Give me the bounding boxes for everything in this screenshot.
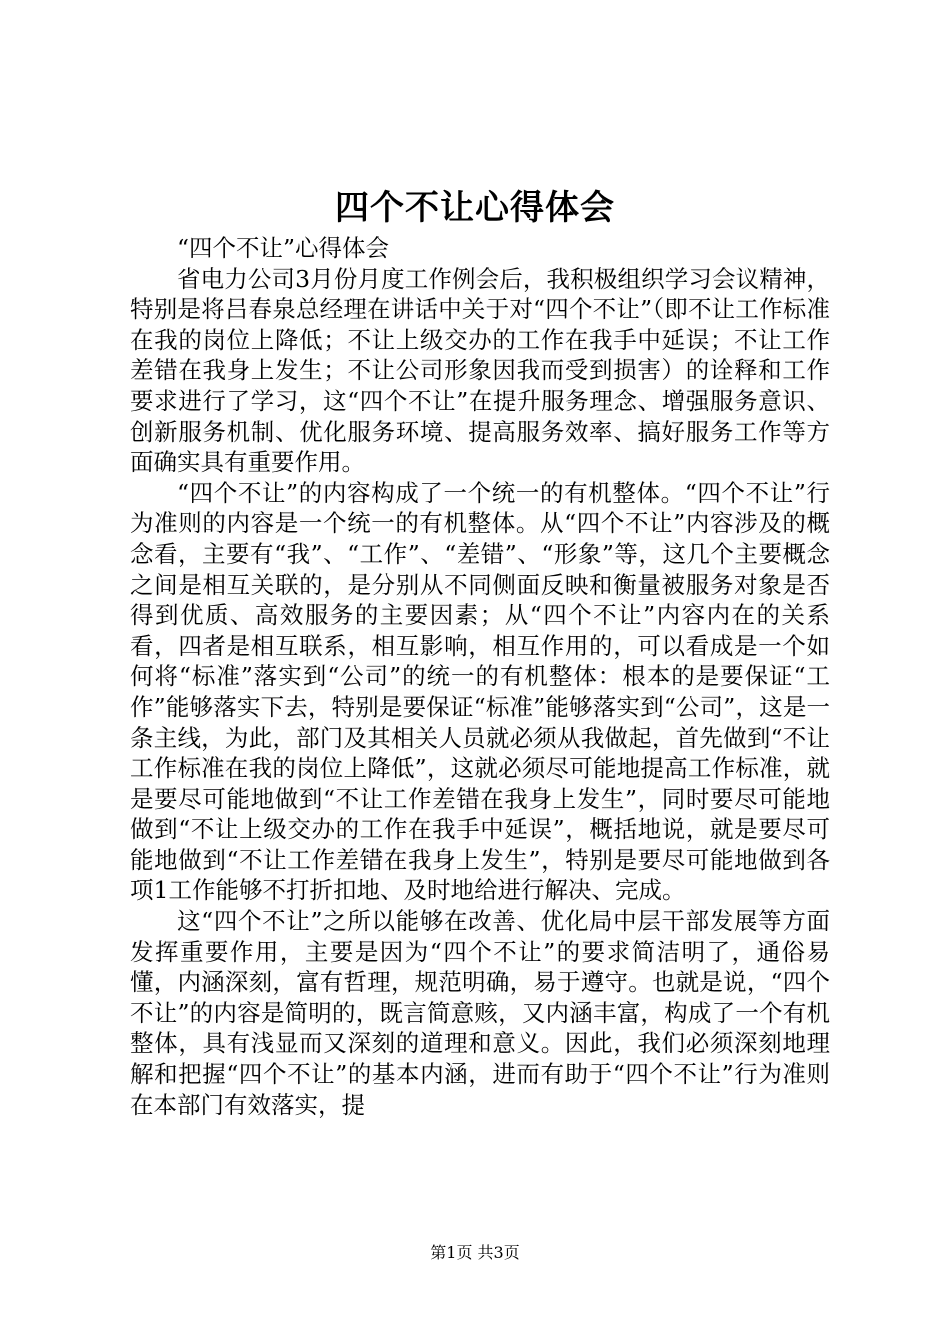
page-number-footer: 第1页 共3页 xyxy=(430,1243,520,1262)
paragraph: “四个不让”的内容构成了一个统一的有机整体。“四个不让”行为准则的内容是一个统一的有机整体。从“四个不让”内容涉及的概念看，主要有“我”、“工作”、“差错”、“形象”等，这几个主要概念之间是相互关联的，是分别从不同侧面反映和衡量被服务对象是否得到优质、高效服务的主要因素；从“四个不让”内容内在的关系看，四者是相互联系，相互影响，相互作用的，可以看成是一个如何将“标准”落实到“公司”的统一的有机整体：根本的是要保证“工作”能够落实下去，特别是要保证“标准”能够落实到“公司”，这是一条主线，为此，部门及其相关人员就必须从我做起，首先做到“不让工作标准在我的岗位上降低”，这就必须尽可能地提高工作标准，就是要尽可能地做到“不让工作差错在我身上发生”，同时要尽可能地做到“不让上级交办的工作在我手中延误”，概括地说，就是要尽可能地做到“不让工作差错在我身上发生”，特别是要尽可能地做到各项1工作能够不打折扣地、及时地给进行解决、完成。 xyxy=(130,478,830,905)
paragraph: 这“四个不让”之所以能够在改善、优化局中层干部发展等方面发挥重要作用，主要是因为“四个不让”的要求简洁明了，通俗易懂，内涵深刻，富有哲理，规范明确，易于遵守。也就是说，“四个不让”的内容是简明的，既言简意赅，又内涵丰富，构成了一个有机整体，具有浅显而又深刻的道理和意义。因此，我们必须深刻地理解和把握“四个不让”的基本内涵，进而有助于“四个不让”行为准则在本部门有效落实，提 xyxy=(130,907,830,1119)
document-title: 四个不让心得体会 xyxy=(335,188,615,228)
paragraph-subtitle: “四个不让”心得体会 xyxy=(177,234,390,262)
paragraph: 省电力公司3月份月度工作例会后，我积极组织学习会议精神，特别是将吕春泉总经理在讲话中关于对“四个不让”（即不让工作标准在我的岗位上降低；不让上级交办的工作在我手中延误；不让工作差错在我身上发生；不让公司形象因我而受到损害）的诠释和工作要求进行了学习，这“四个不让”在提升服务理念、增强服务意识、创新服务机制、优化服务环境、提高服务效率、搞好服务工作等方面确实具有重要作用。 xyxy=(130,264,830,477)
document-body xyxy=(130,233,830,1120)
